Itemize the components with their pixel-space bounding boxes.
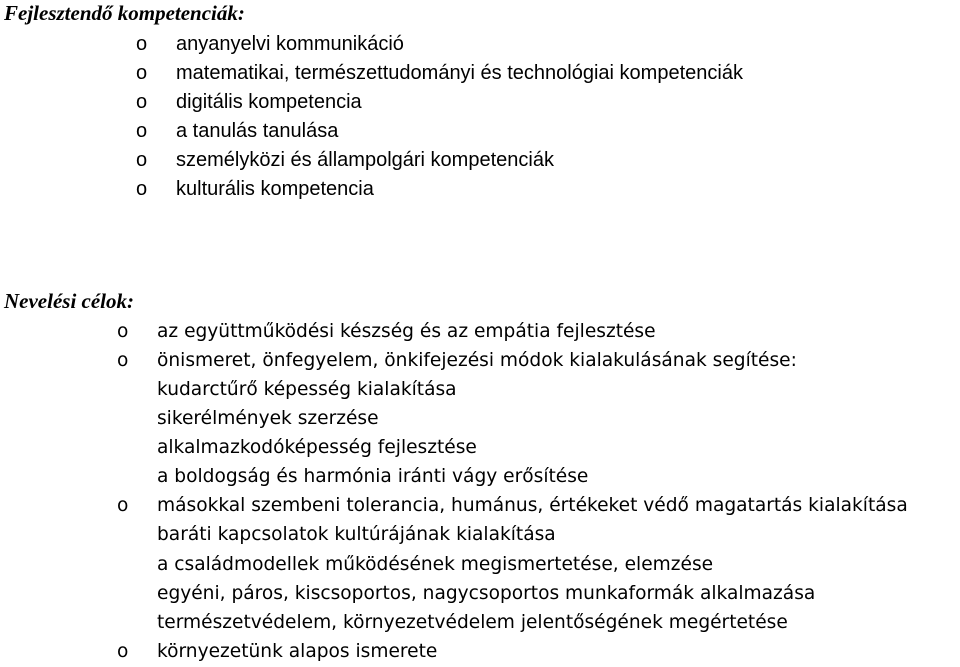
list-item-continuation: kudarctűrő képesség kialakítása [157,379,457,400]
list-item-continuation: egyéni, páros, kiscsoportos, nagycsoportos munkaformák alkalmazása [157,583,816,604]
list-bullet: o [136,33,148,55]
list-item: személyközi és állampolgári kompetenciák [176,149,554,171]
list-bullet: o [117,321,129,342]
list-item: digitális kompetencia [176,91,362,113]
list-bullet: o [117,350,129,371]
list-bullet: o [136,149,148,171]
list-bullet: o [117,495,129,516]
list-item: az együttműködési készség és az empátia fejlesztése [157,321,656,342]
list-item: környezetünk alapos ismerete [157,641,438,662]
list-item: matematikai, természettudományi és technológiai kompetenciák [176,62,743,84]
list-item-continuation: baráti kapcsolatok kultúrájának kialakítása [157,524,556,545]
list-bullet: o [136,91,148,113]
list-item-continuation: a családmodellek működésének megismertetése, elemzése [157,554,714,575]
list-item: önismeret, önfegyelem, önkifejezési módok kialakulásának segítése: [157,350,797,371]
section-heading-educational-goals: Nevelési célok: [4,289,135,313]
list-bullet: o [136,62,148,84]
list-item-continuation: természetvédelem, környezetvédelem jelentőségének megértetése [157,612,788,633]
list-item: anyanyelvi kommunikáció [176,33,404,55]
list-item: másokkal szembeni tolerancia, humánus, értékeket védő magatartás kialakítása [157,495,908,516]
list-item-continuation: sikerélmények szerzése [157,408,379,429]
list-bullet: o [117,641,129,662]
section-heading-competencies: Fejlesztendő kompetenciák: [4,1,245,25]
list-bullet: o [136,178,148,200]
list-item: kulturális kompetencia [176,178,374,200]
list-bullet: o [136,120,148,142]
list-item-continuation: a boldogság és harmónia iránti vágy erősítése [157,466,589,487]
list-item: a tanulás tanulása [176,120,339,142]
list-item-continuation: alkalmazkodóképesség fejlesztése [157,437,477,458]
